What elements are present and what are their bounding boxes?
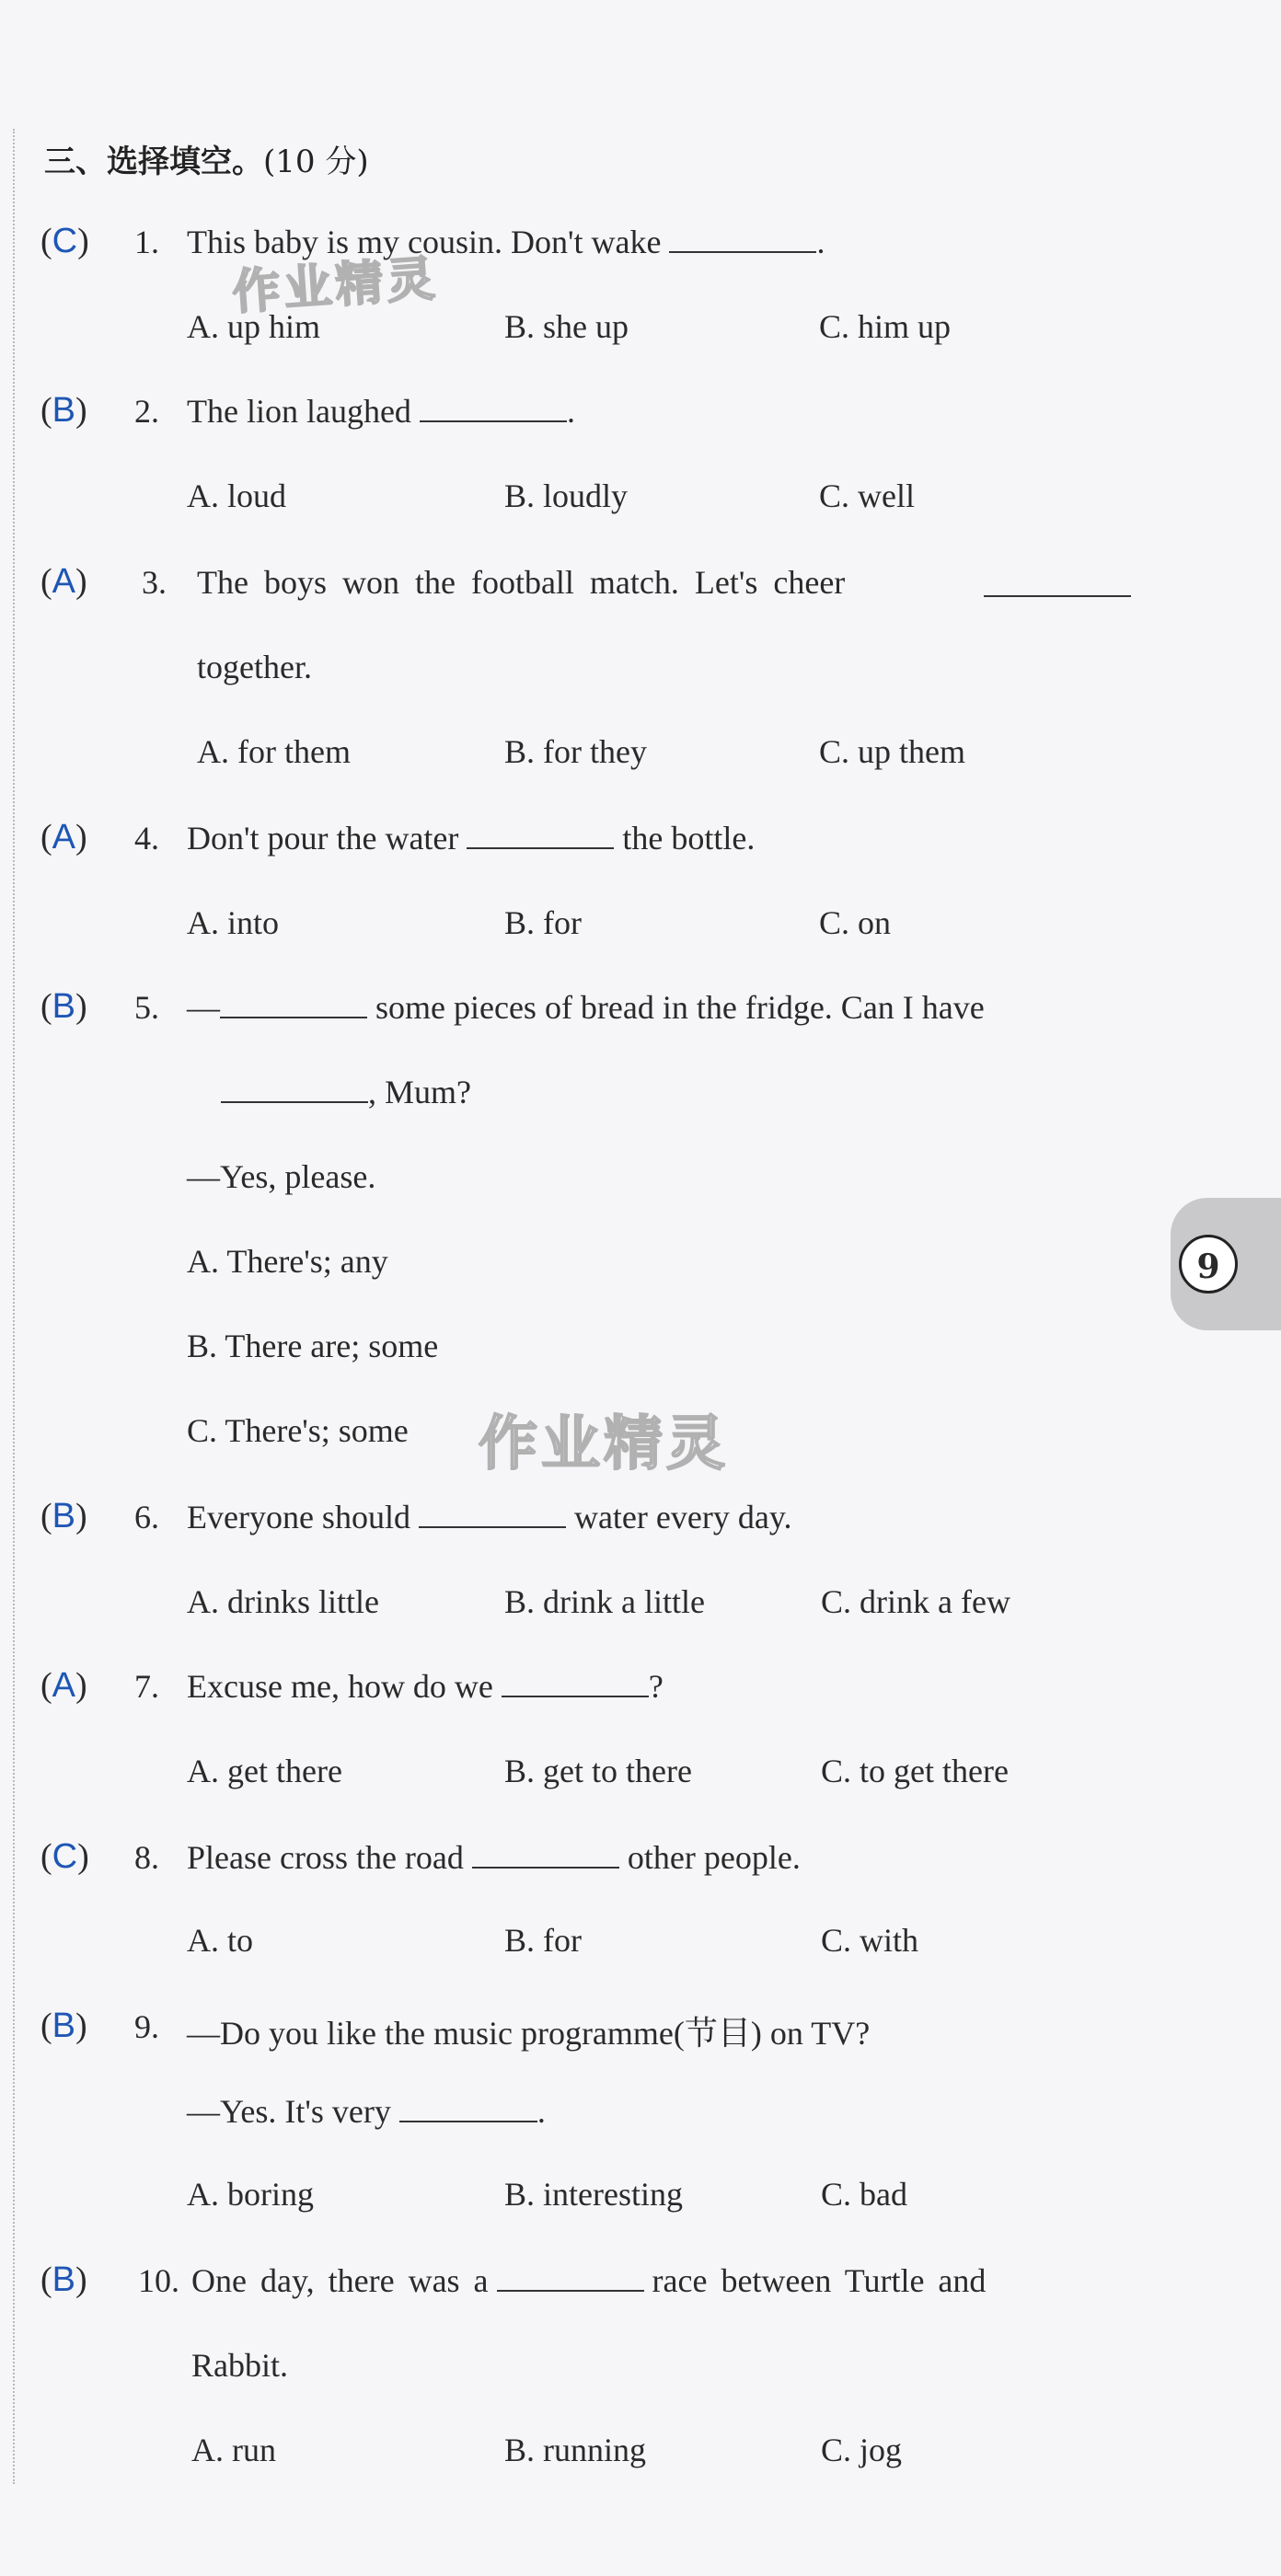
question-number: 2. bbox=[134, 393, 159, 430]
option-b: B. drink a little bbox=[504, 1583, 705, 1620]
option-a: A. run bbox=[191, 2432, 276, 2468]
answer-blank bbox=[220, 1016, 367, 1018]
answer-bracket: (C) bbox=[40, 222, 89, 260]
option-a: A. loud bbox=[187, 477, 286, 514]
option-b: B. for bbox=[504, 1922, 582, 1959]
stem-text: Excuse me, how do we bbox=[187, 1668, 493, 1705]
answer-bracket: (C) bbox=[40, 1837, 89, 1876]
option-c: C. on bbox=[819, 904, 892, 941]
option-c: C. bad bbox=[821, 2176, 907, 2213]
answer-bracket: (B) bbox=[40, 391, 87, 430]
answer-blank bbox=[419, 1525, 566, 1528]
stem-continuation: Rabbit. bbox=[191, 2347, 288, 2384]
option-a: A. get there bbox=[187, 1753, 342, 1789]
option-b: B. for bbox=[504, 904, 582, 941]
answer-letter: A bbox=[52, 1666, 76, 1705]
option-c: C. jog bbox=[821, 2432, 903, 2468]
stem-text: , Mum? bbox=[368, 1074, 471, 1110]
answer-blank bbox=[399, 2120, 537, 2122]
section-title-text: 三、选择填空。 bbox=[44, 144, 263, 180]
answer-bracket: (A) bbox=[40, 562, 87, 601]
stem-continuation: together. bbox=[197, 649, 312, 685]
answer-letter: B bbox=[52, 987, 76, 1026]
answer-letter: A bbox=[52, 562, 76, 601]
section-score: (10 分) bbox=[263, 144, 369, 180]
option-b: B. There are; some bbox=[187, 1328, 439, 1364]
option-b: B. for they bbox=[504, 733, 647, 770]
option-b: B. running bbox=[504, 2432, 647, 2468]
stem-continuation bbox=[221, 1073, 471, 1111]
option-a: A. drinks little bbox=[187, 1583, 379, 1620]
answer-blank bbox=[467, 846, 614, 849]
answer-bracket: (A) bbox=[40, 818, 87, 857]
stem-text: One day, there was a bbox=[191, 2262, 489, 2299]
answer-letter: B bbox=[52, 1497, 76, 1535]
question-number: 3. bbox=[142, 564, 167, 601]
question-number: 7. bbox=[134, 1668, 159, 1705]
answer-letter: B bbox=[52, 2260, 76, 2299]
answer-letter: C bbox=[52, 1837, 78, 1876]
stem-text: some pieces of bread in the fridge. Can I have bbox=[375, 989, 985, 1026]
answer-bracket: (B) bbox=[40, 987, 87, 1026]
option-b: B. interesting bbox=[504, 2176, 683, 2213]
answer-blank bbox=[221, 1100, 368, 1103]
option-a: A. There's; any bbox=[187, 1243, 388, 1280]
answer-bracket: (A) bbox=[40, 1666, 87, 1705]
option-c: C. up them bbox=[819, 733, 965, 770]
stem-text: — bbox=[187, 989, 220, 1026]
question-stem bbox=[187, 1667, 664, 1706]
stem-text: The boys won the football match. Let's cheer bbox=[197, 564, 846, 601]
answer-blank bbox=[984, 594, 1131, 597]
stem-text: . bbox=[566, 393, 575, 430]
answer-letter: B bbox=[52, 391, 76, 430]
option-a: A. into bbox=[187, 904, 280, 941]
question-stem bbox=[187, 988, 985, 1027]
answer-blank bbox=[669, 250, 816, 253]
question-number: 4. bbox=[134, 820, 159, 857]
answer-blank bbox=[502, 1695, 649, 1697]
question-number: 9. bbox=[134, 2008, 159, 2045]
answer-bracket: (B) bbox=[40, 1497, 87, 1535]
stem-text: Everyone should bbox=[187, 1499, 410, 1535]
margin-dotted-line bbox=[13, 129, 15, 2484]
stem-text: . bbox=[537, 2093, 546, 2130]
stem-text: ? bbox=[648, 1668, 664, 1705]
option-c: C. There's; some bbox=[187, 1412, 409, 1449]
stem-text: other people. bbox=[627, 1839, 801, 1876]
watermark: 作业精灵 bbox=[479, 1410, 729, 1478]
question-number: 8. bbox=[134, 1839, 159, 1876]
dialogue-reply bbox=[187, 2092, 546, 2131]
answer-letter: B bbox=[52, 2007, 76, 2045]
question-stem bbox=[187, 819, 755, 857]
stem-text: Please cross the road bbox=[187, 1839, 464, 1876]
option-c: C. drink a few bbox=[821, 1583, 1010, 1620]
answer-letter: A bbox=[52, 818, 76, 857]
question-stem bbox=[187, 1498, 791, 1536]
option-c: C. him up bbox=[819, 308, 952, 345]
page-number-badge: 9 bbox=[1179, 1235, 1238, 1294]
answer-blank bbox=[420, 420, 567, 422]
option-a: A. to bbox=[187, 1922, 253, 1959]
stem-text: water every day. bbox=[573, 1499, 792, 1535]
answer-blank bbox=[497, 2289, 644, 2292]
option-c: C. well bbox=[819, 477, 915, 514]
option-a: A. boring bbox=[187, 2176, 314, 2213]
question-number: 10. bbox=[138, 2262, 179, 2299]
question-stem bbox=[187, 1838, 801, 1877]
question-number: 5. bbox=[134, 989, 159, 1026]
dialogue-reply: —Yes, please. bbox=[187, 1158, 376, 1195]
stem-text: Don't pour the water bbox=[187, 820, 459, 857]
option-c: C. with bbox=[821, 1922, 919, 1959]
stem-text: —Yes. It's very bbox=[187, 2093, 391, 2130]
question-stem bbox=[197, 563, 1131, 602]
question-number: 6. bbox=[134, 1499, 159, 1535]
option-a: A. up him bbox=[187, 308, 321, 345]
stem-text: race between Turtle and bbox=[652, 2262, 987, 2299]
answer-bracket: (B) bbox=[40, 2007, 87, 2045]
option-b: B. she up bbox=[504, 308, 629, 345]
option-c: C. to get there bbox=[821, 1753, 1009, 1789]
option-a: A. for them bbox=[197, 733, 351, 770]
stem-text: the bottle. bbox=[622, 820, 756, 857]
stem-text: This baby is my cousin. Don't wake bbox=[187, 224, 662, 260]
option-b: B. get to there bbox=[504, 1753, 692, 1789]
watermark: 作业精灵 bbox=[230, 251, 441, 321]
section-title bbox=[44, 136, 369, 181]
answer-bracket: (B) bbox=[40, 2260, 87, 2299]
question-stem bbox=[191, 2261, 1136, 2300]
answer-letter: C bbox=[52, 222, 78, 260]
answer-blank bbox=[472, 1866, 619, 1869]
question-number: 1. bbox=[134, 224, 159, 260]
question-stem bbox=[187, 392, 575, 431]
stem-text: . bbox=[816, 224, 825, 260]
option-b: B. loudly bbox=[504, 477, 629, 514]
question-stem: —Do you like the music programme(节目) on TV? bbox=[187, 2015, 871, 2052]
stem-text: The lion laughed bbox=[187, 393, 411, 430]
